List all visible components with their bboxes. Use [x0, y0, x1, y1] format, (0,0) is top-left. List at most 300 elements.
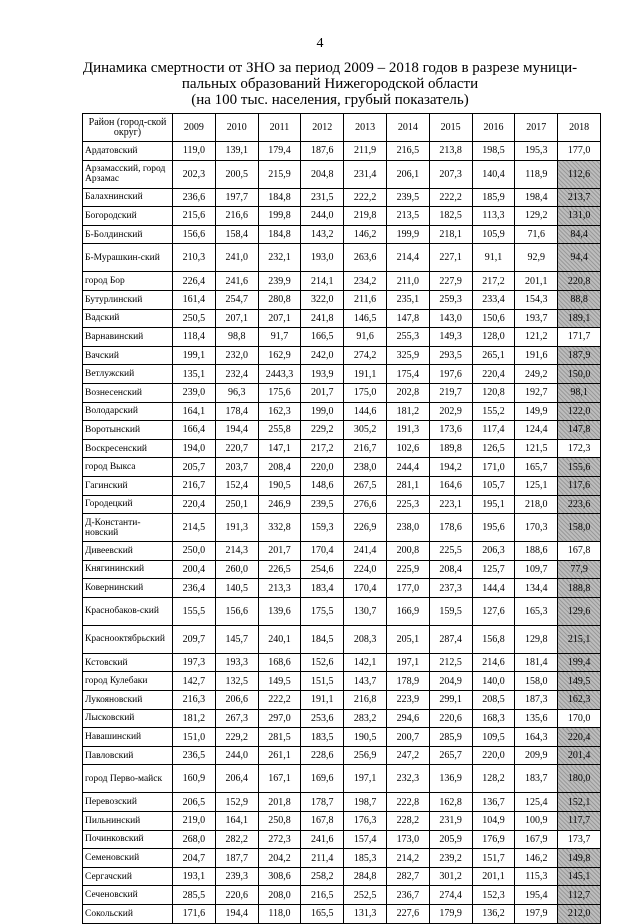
value-cell: 238,0 — [386, 514, 429, 542]
district-name-cell: Княгининский — [83, 560, 173, 579]
value-cell: 168,6 — [258, 653, 301, 672]
value-cell: 136,7 — [472, 793, 515, 812]
value-cell: 219,7 — [429, 383, 472, 402]
value-cell: 208,4 — [429, 560, 472, 579]
value-cell: 143,0 — [429, 309, 472, 328]
table-row — [83, 597, 601, 625]
value-cell: 207,1 — [258, 309, 301, 328]
value-cell: 227,1 — [429, 244, 472, 272]
value-cell: 210,3 — [173, 244, 216, 272]
value-cell: 189,8 — [429, 439, 472, 458]
title-line: (на 100 тыс. населения, грубый показатель) — [191, 92, 469, 108]
value-cell: 202,9 — [429, 402, 472, 421]
value-cell: 193,9 — [301, 365, 344, 384]
value-cell: 260,0 — [215, 560, 258, 579]
value-cell: 220,7 — [215, 439, 258, 458]
value-cell: 214,3 — [215, 542, 258, 561]
value-cell: 325,9 — [386, 346, 429, 365]
value-cell: 241,8 — [301, 309, 344, 328]
value-cell: 217,2 — [301, 439, 344, 458]
table-row — [83, 886, 601, 905]
value-cell: 126,5 — [472, 439, 515, 458]
value-cell: 234,2 — [344, 272, 387, 291]
district-name-cell: Гагинский — [83, 476, 173, 495]
value-cell: 167,9 — [515, 830, 558, 849]
value-cell-2018: 187,9 — [558, 346, 601, 365]
value-cell-2018: 77,9 — [558, 560, 601, 579]
district-name-cell: Пильнинский — [83, 812, 173, 831]
value-cell: 157,4 — [344, 830, 387, 849]
value-cell: 220,4 — [173, 495, 216, 514]
value-cell: 211,0 — [386, 272, 429, 291]
value-cell: 121,2 — [515, 328, 558, 347]
value-cell: 151,5 — [301, 672, 344, 691]
value-cell: 222,8 — [386, 793, 429, 812]
value-cell: 178,4 — [215, 402, 258, 421]
value-cell: 135,1 — [173, 365, 216, 384]
district-name-cell: Ковернинский — [83, 579, 173, 598]
value-cell: 119,0 — [173, 142, 216, 161]
value-cell: 136,9 — [429, 765, 472, 793]
value-cell: 227,9 — [429, 272, 472, 291]
value-cell: 201,7 — [301, 383, 344, 402]
district-name-cell: город Бор — [83, 272, 173, 291]
value-cell: 201,1 — [472, 867, 515, 886]
district-name-cell: Б-Мурашкин-ский — [83, 244, 173, 272]
table-row — [83, 495, 601, 514]
district-name-cell: Дивеевский — [83, 542, 173, 561]
value-cell: 206,6 — [215, 691, 258, 710]
value-cell: 250,8 — [258, 812, 301, 831]
value-cell: 200,7 — [386, 728, 429, 747]
value-cell: 216,8 — [344, 691, 387, 710]
value-cell: 165,3 — [515, 597, 558, 625]
value-cell: 267,5 — [344, 476, 387, 495]
value-cell: 244,0 — [301, 207, 344, 226]
value-cell: 267,3 — [215, 709, 258, 728]
value-cell: 281,1 — [386, 476, 429, 495]
district-name-cell: Ардатовский — [83, 142, 173, 161]
value-cell: 220,0 — [472, 746, 515, 765]
value-cell: 166,5 — [301, 328, 344, 347]
value-cell: 125,1 — [515, 476, 558, 495]
value-cell: 216,3 — [173, 691, 216, 710]
value-cell: 91,6 — [344, 328, 387, 347]
value-cell: 191,6 — [515, 346, 558, 365]
value-cell: 120,8 — [472, 383, 515, 402]
value-cell: 285,9 — [429, 728, 472, 747]
district-name-cell: Кстовский — [83, 653, 173, 672]
value-cell: 177,0 — [386, 579, 429, 598]
value-cell: 136,2 — [472, 905, 515, 924]
district-name-cell: Володарский — [83, 402, 173, 421]
value-cell: 222,2 — [429, 188, 472, 207]
value-cell: 255,8 — [258, 421, 301, 440]
value-cell: 197,7 — [215, 188, 258, 207]
value-cell: 254,7 — [215, 290, 258, 309]
value-cell: 206,5 — [173, 793, 216, 812]
value-cell: 193,3 — [215, 653, 258, 672]
value-cell: 231,9 — [429, 812, 472, 831]
value-cell: 261,1 — [258, 746, 301, 765]
column-header-year: 2017 — [515, 114, 558, 142]
district-name-cell: Краснобаков-ский — [83, 597, 173, 625]
value-cell: 143,2 — [301, 225, 344, 244]
value-cell: 124,4 — [515, 421, 558, 440]
value-cell-2018: 188,8 — [558, 579, 601, 598]
table-header-row — [83, 114, 601, 142]
value-cell: 161,4 — [173, 290, 216, 309]
value-cell: 208,0 — [258, 886, 301, 905]
value-cell-2018: 223,6 — [558, 495, 601, 514]
table-row — [83, 709, 601, 728]
value-cell: 228,2 — [386, 812, 429, 831]
district-name-cell: Арзамасский, город Арзамас — [83, 160, 173, 188]
value-cell: 211,9 — [344, 142, 387, 161]
value-cell: 152,4 — [215, 476, 258, 495]
value-cell: 184,5 — [301, 625, 344, 653]
value-cell: 232,0 — [215, 346, 258, 365]
value-cell: 215,9 — [258, 160, 301, 188]
table-row — [83, 383, 601, 402]
value-cell: 167,8 — [301, 812, 344, 831]
value-cell: 239,2 — [429, 849, 472, 868]
value-cell: 155,5 — [173, 597, 216, 625]
value-cell: 235,1 — [386, 290, 429, 309]
value-cell: 181,4 — [515, 653, 558, 672]
value-cell: 250,1 — [215, 495, 258, 514]
value-cell-2018: 215,1 — [558, 625, 601, 653]
value-cell: 246,9 — [258, 495, 301, 514]
value-cell-2018: 149,5 — [558, 672, 601, 691]
value-cell: 147,1 — [258, 439, 301, 458]
value-cell: 191,1 — [301, 691, 344, 710]
value-cell: 71,6 — [515, 225, 558, 244]
value-cell: 190,5 — [344, 728, 387, 747]
value-cell: 164,1 — [215, 812, 258, 831]
value-cell: 241,6 — [301, 830, 344, 849]
district-name-cell: Богородский — [83, 207, 173, 226]
value-cell: 171,6 — [173, 905, 216, 924]
value-cell-2018: 98,1 — [558, 383, 601, 402]
value-cell: 222,2 — [344, 188, 387, 207]
value-cell: 152,6 — [301, 653, 344, 672]
value-cell: 281,5 — [258, 728, 301, 747]
table-row — [83, 309, 601, 328]
value-cell: 240,1 — [258, 625, 301, 653]
table-row — [83, 458, 601, 477]
value-cell: 156,8 — [472, 625, 515, 653]
value-cell: 239,5 — [386, 188, 429, 207]
value-cell: 237,3 — [429, 579, 472, 598]
value-cell: 214,5 — [173, 514, 216, 542]
table-row — [83, 728, 601, 747]
value-cell: 197,9 — [515, 905, 558, 924]
value-cell: 149,5 — [258, 672, 301, 691]
value-cell: 305,2 — [344, 421, 387, 440]
value-cell: 214,6 — [472, 653, 515, 672]
value-cell: 193,7 — [515, 309, 558, 328]
value-cell: 176,9 — [472, 830, 515, 849]
district-name-cell: Павловский — [83, 746, 173, 765]
table-row — [83, 160, 601, 188]
value-cell: 144,4 — [472, 579, 515, 598]
value-cell: 130,7 — [344, 597, 387, 625]
table-row — [83, 476, 601, 495]
value-cell: 213,8 — [429, 142, 472, 161]
district-name-cell: Варнавинский — [83, 328, 173, 347]
value-cell: 128,2 — [472, 765, 515, 793]
value-cell: 322,0 — [301, 290, 344, 309]
value-cell: 211,6 — [344, 290, 387, 309]
column-header-district: Район (город-ской округ) — [83, 114, 173, 142]
value-cell: 205,9 — [429, 830, 472, 849]
value-cell: 274,4 — [429, 886, 472, 905]
value-cell: 152,9 — [215, 793, 258, 812]
value-cell: 178,6 — [429, 514, 472, 542]
value-cell: 91,1 — [472, 244, 515, 272]
value-cell: 193,1 — [173, 867, 216, 886]
value-cell: 205,1 — [386, 625, 429, 653]
column-header-year: 2011 — [258, 114, 301, 142]
value-cell-2018: 213,7 — [558, 188, 601, 207]
value-cell: 232,1 — [258, 244, 301, 272]
value-cell: 155,2 — [472, 402, 515, 421]
value-cell: 147,8 — [386, 309, 429, 328]
document-title — [70, 60, 590, 108]
value-cell: 131,3 — [344, 905, 387, 924]
district-name-cell: Ветлужский — [83, 365, 173, 384]
table-row — [83, 207, 601, 226]
table-row — [83, 653, 601, 672]
value-cell: 197,3 — [173, 653, 216, 672]
value-cell: 175,6 — [258, 383, 301, 402]
table-row — [83, 579, 601, 598]
value-cell: 228,6 — [301, 746, 344, 765]
value-cell-2018: 172,3 — [558, 439, 601, 458]
table-row — [83, 830, 601, 849]
district-name-cell: Городецкий — [83, 495, 173, 514]
value-cell: 146,2 — [515, 849, 558, 868]
district-name-cell: город Перво-майск — [83, 765, 173, 793]
value-cell: 188,6 — [515, 542, 558, 561]
value-cell-2018: 117,6 — [558, 476, 601, 495]
value-cell-2018: 220,4 — [558, 728, 601, 747]
district-name-cell: город Выкса — [83, 458, 173, 477]
value-cell: 182,5 — [429, 207, 472, 226]
value-cell: 249,2 — [515, 365, 558, 384]
table-row — [83, 142, 601, 161]
value-cell: 129,2 — [515, 207, 558, 226]
value-cell: 250,5 — [173, 309, 216, 328]
value-cell: 185,9 — [472, 188, 515, 207]
district-name-cell: Сокольский — [83, 905, 173, 924]
value-cell-2018: 84,4 — [558, 225, 601, 244]
value-cell: 209,7 — [173, 625, 216, 653]
value-cell: 202,8 — [386, 383, 429, 402]
district-name-cell: Навашинский — [83, 728, 173, 747]
table-row — [83, 402, 601, 421]
value-cell: 151,0 — [173, 728, 216, 747]
value-cell: 204,2 — [258, 849, 301, 868]
value-cell: 181,2 — [386, 402, 429, 421]
table-row — [83, 365, 601, 384]
value-cell: 301,2 — [429, 867, 472, 886]
value-cell: 146,5 — [344, 309, 387, 328]
value-cell: 227,6 — [386, 905, 429, 924]
value-cell-2018: 112,6 — [558, 160, 601, 188]
value-cell: 109,5 — [472, 728, 515, 747]
value-cell: 198,5 — [472, 142, 515, 161]
value-cell: 197,1 — [344, 765, 387, 793]
value-cell: 274,2 — [344, 346, 387, 365]
value-cell: 139,1 — [215, 142, 258, 161]
value-cell: 197,6 — [429, 365, 472, 384]
value-cell: 239,9 — [258, 272, 301, 291]
value-cell: 127,6 — [472, 597, 515, 625]
value-cell: 204,7 — [173, 849, 216, 868]
value-cell-2018: 129,6 — [558, 597, 601, 625]
value-cell: 145,7 — [215, 625, 258, 653]
value-cell: 140,5 — [215, 579, 258, 598]
table-row — [83, 672, 601, 691]
value-cell: 229,2 — [215, 728, 258, 747]
value-cell-2018: 149,8 — [558, 849, 601, 868]
table-row — [83, 625, 601, 653]
value-cell: 241,6 — [215, 272, 258, 291]
table-row — [83, 272, 601, 291]
table-row — [83, 793, 601, 812]
value-cell: 170,4 — [344, 579, 387, 598]
table-row — [83, 746, 601, 765]
value-cell: 162,3 — [258, 402, 301, 421]
value-cell: 187,3 — [515, 691, 558, 710]
value-cell: 170,4 — [301, 542, 344, 561]
value-cell: 191,3 — [386, 421, 429, 440]
value-cell: 121,5 — [515, 439, 558, 458]
value-cell: 211,4 — [301, 849, 344, 868]
value-cell: 272,3 — [258, 830, 301, 849]
value-cell-2018: 88,8 — [558, 290, 601, 309]
value-cell: 166,9 — [386, 597, 429, 625]
value-cell: 162,8 — [429, 793, 472, 812]
value-cell: 199,9 — [386, 225, 429, 244]
value-cell: 100,9 — [515, 812, 558, 831]
value-cell: 159,5 — [429, 597, 472, 625]
value-cell: 258,2 — [301, 867, 344, 886]
value-cell: 294,6 — [386, 709, 429, 728]
value-cell: 225,3 — [386, 495, 429, 514]
value-cell: 202,3 — [173, 160, 216, 188]
table-row — [83, 560, 601, 579]
value-cell: 194,4 — [215, 421, 258, 440]
value-cell: 205,7 — [173, 458, 216, 477]
value-cell: 204,8 — [301, 160, 344, 188]
value-cell: 220,4 — [472, 365, 515, 384]
value-cell: 158,4 — [215, 225, 258, 244]
district-name-cell: Лукояновский — [83, 691, 173, 710]
value-cell: 178,9 — [386, 672, 429, 691]
value-cell: 215,6 — [173, 207, 216, 226]
column-header-year: 2013 — [344, 114, 387, 142]
district-name-cell: Семеновский — [83, 849, 173, 868]
value-cell: 207,1 — [215, 309, 258, 328]
value-cell-2018: 145,1 — [558, 867, 601, 886]
value-cell: 213,3 — [258, 579, 301, 598]
value-cell: 176,3 — [344, 812, 387, 831]
value-cell: 223,1 — [429, 495, 472, 514]
value-cell: 220,6 — [429, 709, 472, 728]
value-cell: 229,2 — [301, 421, 344, 440]
value-cell: 199,8 — [258, 207, 301, 226]
value-cell: 139,6 — [258, 597, 301, 625]
table-row — [83, 290, 601, 309]
value-cell-2018: 162,3 — [558, 691, 601, 710]
value-cell: 165,5 — [301, 905, 344, 924]
value-cell: 156,6 — [215, 597, 258, 625]
value-cell: 194,4 — [215, 905, 258, 924]
value-cell: 193,0 — [301, 244, 344, 272]
district-name-cell: Вадский — [83, 309, 173, 328]
column-header-year: 2012 — [301, 114, 344, 142]
value-cell: 178,7 — [301, 793, 344, 812]
value-cell: 226,9 — [344, 514, 387, 542]
table-row — [83, 905, 601, 924]
mortality-table — [82, 113, 601, 924]
value-cell: 183,4 — [301, 579, 344, 598]
value-cell: 219,8 — [344, 207, 387, 226]
value-cell: 225,9 — [386, 560, 429, 579]
value-cell: 216,7 — [344, 439, 387, 458]
value-cell: 198,7 — [344, 793, 387, 812]
value-cell: 239,5 — [301, 495, 344, 514]
value-cell: 134,4 — [515, 579, 558, 598]
value-cell: 208,3 — [344, 625, 387, 653]
value-cell: 190,5 — [258, 476, 301, 495]
value-cell: 167,1 — [258, 765, 301, 793]
value-cell: 218,1 — [429, 225, 472, 244]
value-cell: 181,2 — [173, 709, 216, 728]
value-cell: 164,1 — [173, 402, 216, 421]
value-cell: 118,4 — [173, 328, 216, 347]
value-cell: 146,2 — [344, 225, 387, 244]
value-cell: 195,6 — [472, 514, 515, 542]
value-cell: 154,3 — [515, 290, 558, 309]
table-row — [83, 849, 601, 868]
district-name-cell: Д-Константи-новский — [83, 514, 173, 542]
district-name-cell: Сеченовский — [83, 886, 173, 905]
value-cell: 165,7 — [515, 458, 558, 477]
value-cell: 149,9 — [515, 402, 558, 421]
value-cell: 195,4 — [515, 886, 558, 905]
value-cell: 220,0 — [301, 458, 344, 477]
value-cell: 98,8 — [215, 328, 258, 347]
title-line: Динамика смертности от ЗНО за период 2009 – 2018 годов в разрезе муници- — [82, 60, 578, 76]
column-header-year: 2018 — [558, 114, 601, 142]
value-cell: 232,3 — [386, 765, 429, 793]
value-cell: 223,9 — [386, 691, 429, 710]
district-name-cell: Вачский — [83, 346, 173, 365]
value-cell: 216,5 — [386, 142, 429, 161]
value-cell: 226,4 — [173, 272, 216, 291]
value-cell: 232,4 — [215, 365, 258, 384]
table-row — [83, 765, 601, 793]
value-cell: 216,7 — [173, 476, 216, 495]
table-row — [83, 514, 601, 542]
value-cell: 160,9 — [173, 765, 216, 793]
value-cell: 225,5 — [429, 542, 472, 561]
value-cell: 283,2 — [344, 709, 387, 728]
